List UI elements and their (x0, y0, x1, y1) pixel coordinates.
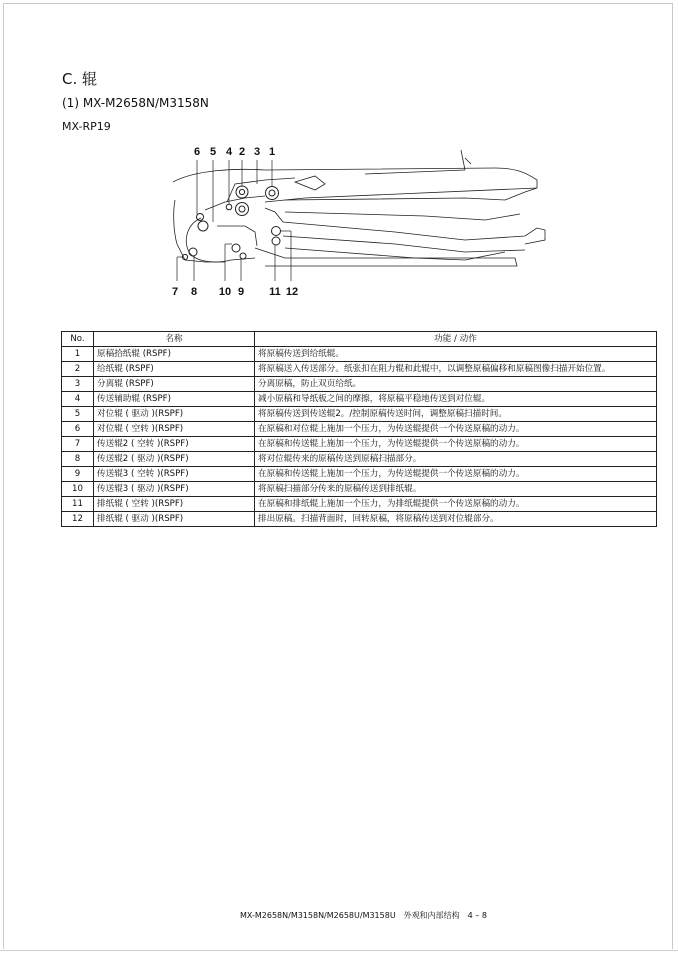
table-row (62, 437, 657, 452)
table-row (62, 392, 657, 407)
page-footer: MX-M2658N/M3158N/M2658U/M3158U 外观和内部结构 4 – 8 (240, 911, 487, 920)
row-name: 分离辊 (RSPF) (94, 377, 255, 392)
row-function: 将原稿传送到传送辊2。/控制原稿传送时间，调整原稿扫描时间。 (255, 407, 657, 422)
row-name: 对位辊 ( 驱动 )(RSPF) (94, 407, 255, 422)
row-function: 将对位辊传来的原稿传送到原稿扫描部分。 (255, 452, 657, 467)
table-row (62, 497, 657, 512)
model-label: MX-RP19 (62, 120, 111, 133)
header-name: 名称 (94, 332, 255, 347)
row-name: 排纸辊 ( 驱动 )(RSPF) (94, 512, 255, 527)
row-name: 给纸辊 (RSPF) (94, 362, 255, 377)
row-no: 12 (62, 512, 94, 527)
row-function: 在原稿和对位辊上施加一个压力，为传送辊提供一个传送原稿的动力。 (255, 422, 657, 437)
callout-4: 4 (225, 146, 233, 158)
table-row (62, 347, 657, 362)
table-row (62, 377, 657, 392)
table-row (62, 452, 657, 467)
rspf-roller-diagram (165, 140, 555, 300)
row-no: 8 (62, 452, 94, 467)
table-row (62, 512, 657, 527)
callout-5: 5 (209, 146, 217, 158)
row-function: 在原稿和排纸辊上施加一个压力，为排纸辊提供一个传送原稿的动力。 (255, 497, 657, 512)
callout-9: 9 (237, 286, 245, 298)
callout-3: 3 (253, 146, 261, 158)
row-name: 原稿拾纸辊 (RSPF) (94, 347, 255, 362)
row-function: 将原稿送入传送部分。纸张扣在阻力辊和此辊中，以调整原稿偏移和原稿图像扫描开始位置。 (255, 362, 657, 377)
rspf-cross-section (165, 140, 555, 300)
table-row (62, 422, 657, 437)
row-no: 5 (62, 407, 94, 422)
header-function: 功能 / 动作 (255, 332, 657, 347)
row-no: 2 (62, 362, 94, 377)
row-function: 减小原稿和导纸板之间的摩擦，将原稿平稳地传送到对位辊。 (255, 392, 657, 407)
callout-1: 1 (268, 146, 276, 158)
table-row (62, 482, 657, 497)
callout-7: 7 (171, 286, 179, 298)
row-function: 在原稿和传送辊上施加一个压力，为传送辊提供一个传送原稿的动力。 (255, 437, 657, 452)
row-no: 4 (62, 392, 94, 407)
bottom-rule (0, 950, 678, 951)
subsection-title: (1) MX-M2658N/M3158N (62, 96, 209, 110)
row-name: 传送辊2 ( 驱动 )(RSPF) (94, 452, 255, 467)
row-name: 传送辊3 ( 空转 )(RSPF) (94, 467, 255, 482)
table-row (62, 362, 657, 377)
row-no: 9 (62, 467, 94, 482)
row-no: 3 (62, 377, 94, 392)
row-no: 10 (62, 482, 94, 497)
row-function: 将原稿扫描部分传来的原稿传送到排纸辊。 (255, 482, 657, 497)
callout-11: 11 (269, 286, 281, 298)
table-row (62, 467, 657, 482)
row-name: 对位辊 ( 空转 )(RSPF) (94, 422, 255, 437)
table-header-row (62, 332, 657, 347)
row-no: 7 (62, 437, 94, 452)
row-no: 1 (62, 347, 94, 362)
row-function: 分离原稿，防止双页给纸。 (255, 377, 657, 392)
row-name: 传送辅助辊 (RSPF) (94, 392, 255, 407)
header-no: No. (62, 332, 94, 347)
callout-8: 8 (190, 286, 198, 298)
row-name: 传送辊2 ( 空转 )(RSPF) (94, 437, 255, 452)
row-name: 排纸辊 ( 空转 )(RSPF) (94, 497, 255, 512)
section-title: C. 辊 (62, 70, 98, 88)
row-function: 在原稿和传送辊上施加一个压力，为传送辊提供一个传送原稿的动力。 (255, 467, 657, 482)
callout-12: 12 (285, 286, 299, 298)
row-name: 传送辊3 ( 驱动 )(RSPF) (94, 482, 255, 497)
row-function: 将原稿传送到给纸辊。 (255, 347, 657, 362)
row-no: 11 (62, 497, 94, 512)
callout-10: 10 (218, 286, 232, 298)
row-no: 6 (62, 422, 94, 437)
table-row (62, 407, 657, 422)
callout-6: 6 (193, 146, 201, 158)
callout-2: 2 (238, 146, 246, 158)
row-function: 排出原稿。扫描背面时，回转原稿，将原稿传送到对位辊部分。 (255, 512, 657, 527)
roller-parts-table (61, 331, 657, 527)
